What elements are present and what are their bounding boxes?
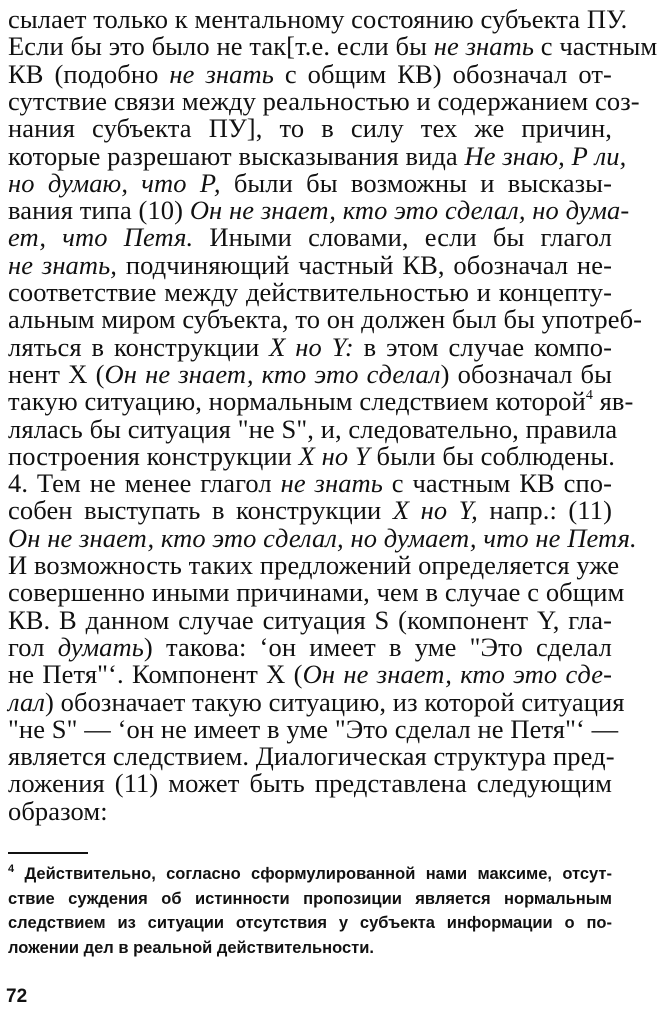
- italic-run: лал: [8, 686, 45, 717]
- text-run: с общим КВ) обозначал от-: [273, 58, 612, 89]
- text-run: в этом случае компо-: [353, 331, 612, 362]
- text-run: 4. Тем не менее глагол: [8, 468, 281, 499]
- text-run: нент X (: [8, 358, 105, 389]
- text-line: [8, 796, 612, 826]
- text-line: [8, 4, 628, 34]
- italic-run: ет, что Петя.: [8, 222, 194, 253]
- text-run: КВ (подобно: [8, 58, 170, 89]
- text-line: [8, 59, 612, 89]
- text-run: является следствием. Диалогическая структура пред-: [8, 741, 615, 772]
- italic-run: Х но Y,: [392, 495, 478, 526]
- text-run: напр.: (11): [477, 495, 612, 526]
- text-run: И возможность таких предложений определяется уже: [8, 550, 620, 580]
- text-line: [8, 113, 612, 143]
- text-line: [8, 332, 612, 362]
- page-number: 72: [6, 986, 28, 1007]
- italic-run: не знать: [169, 58, 274, 89]
- text-run: КВ. В данном случае ситуация S (компонент Y, гла-: [8, 604, 612, 635]
- text-line: [8, 495, 612, 525]
- text-line: [8, 522, 637, 553]
- text-run: сылает только к ментальному состоянию субъекта ПУ.: [8, 4, 628, 34]
- italic-run: Он не знает, кто это сде-: [302, 659, 612, 690]
- text-run: с частным: [534, 31, 657, 62]
- text-line: [8, 168, 612, 198]
- text-line: [8, 768, 612, 798]
- text-line: [8, 222, 612, 252]
- italic-run: не знать,: [8, 249, 118, 280]
- italic-run: Х но Y:: [269, 331, 354, 362]
- text-line: [8, 195, 630, 226]
- text-line: [8, 413, 618, 444]
- italic-run: Не знаю, Р ли,: [464, 140, 627, 171]
- text-run: Иными словами, если бы глагол: [193, 222, 612, 253]
- text-line: [8, 359, 612, 389]
- text-line: [8, 659, 612, 689]
- text-line: [8, 386, 634, 417]
- text-run: построения конструкции: [8, 440, 299, 471]
- text-line: [8, 304, 643, 335]
- text-line: [8, 605, 612, 635]
- text-run: вания типа (10): [8, 195, 190, 226]
- text-line: [8, 632, 612, 662]
- footnote-line: [8, 862, 612, 887]
- text-run: соответствие между действительностью и концепту-: [8, 277, 612, 307]
- text-run: были бы соблюдены.: [369, 440, 615, 471]
- italic-run: Он не знает, кто это сделал: [104, 358, 441, 389]
- footnote-separator: [8, 852, 88, 854]
- text-run: были бы возможны и высказы-: [220, 167, 612, 198]
- text-run: ствие суждения об истинности пропозиции является нормальным: [8, 889, 612, 908]
- text-run: совершенно иными причинами, чем в случае с общим: [8, 577, 625, 608]
- text-run: альным миром субъекта, то он должен был бы употреб-: [8, 304, 643, 335]
- text-line: [8, 741, 615, 772]
- text-run: нания субъекта ПУ], то в силу тех же причин,: [8, 113, 612, 144]
- text-run: собен выступать в конструкции: [8, 495, 393, 526]
- text-run: которые разрешают высказывания вида: [8, 140, 465, 171]
- footnote-line: [8, 936, 612, 961]
- text-run: лялась бы ситуация "не S", и, следовательно, правила: [8, 413, 618, 444]
- italic-run: не знать: [280, 468, 383, 499]
- footnote-mark: 4: [8, 863, 15, 875]
- italic-run: Он не знает, кто это сделал, но дума-: [189, 195, 630, 226]
- text-run: не Петя"‘. Компонент X (: [8, 659, 303, 690]
- text-run: такую ситуацию, нормальным следствием которой: [8, 386, 586, 417]
- text-run: с частным КВ спо-: [382, 468, 612, 499]
- text-line: [8, 250, 612, 280]
- text-line: [8, 713, 619, 744]
- footnote-line: [8, 911, 612, 936]
- text-run: ложения (11) может быть представлена следующим: [8, 768, 612, 799]
- text-run: ) такова: ‘он имеет в уме "Это сделал: [143, 631, 612, 662]
- text-run: подчиняющий частный КВ, обозначал не-: [117, 249, 613, 280]
- text-run: ляться в конструкции: [8, 331, 270, 362]
- text-line: [8, 550, 620, 580]
- text-line: [8, 577, 625, 608]
- italic-run: не знать: [433, 31, 535, 62]
- text-run: Если бы это было не так[т.е. если бы: [8, 31, 434, 62]
- text-run: образом:: [8, 795, 108, 826]
- text-run: ) обозначал бы: [440, 358, 613, 389]
- text-run: ) обозначает такую ситуацию, из которой ситуация: [44, 686, 625, 717]
- text-run: сутствие связи между реальностью и содержанием соз-: [8, 85, 640, 116]
- text-run: следствием из ситуации отсутствия у субъекта информации о по-: [8, 914, 612, 932]
- footnote-mark: 4: [585, 388, 593, 404]
- text-run: ложении дел в реальной действительности.: [8, 938, 374, 957]
- italic-run: Х но Y: [298, 440, 370, 471]
- text-run: Действительно, согласно сформулированной нами максиме, отсут-: [14, 865, 612, 883]
- text-run: "не S" — ‘он не имеет в уме "Это сделал не Петя"‘ —: [8, 713, 619, 744]
- italic-run: Он не знает, кто это сделал, но думает, что не Петя.: [8, 522, 637, 553]
- text-line: [8, 277, 612, 307]
- italic-run: думать: [57, 631, 144, 662]
- text-line: [8, 31, 657, 62]
- text-run: гол: [8, 631, 58, 662]
- text-run: яв-: [592, 386, 634, 417]
- text-line: [8, 686, 625, 717]
- text-line: [8, 140, 627, 171]
- text-line: [8, 85, 640, 116]
- text-line: [8, 440, 615, 471]
- italic-run: но думаю, что Р,: [8, 167, 221, 198]
- text-line: [8, 468, 612, 498]
- footnote-line: [8, 887, 612, 912]
